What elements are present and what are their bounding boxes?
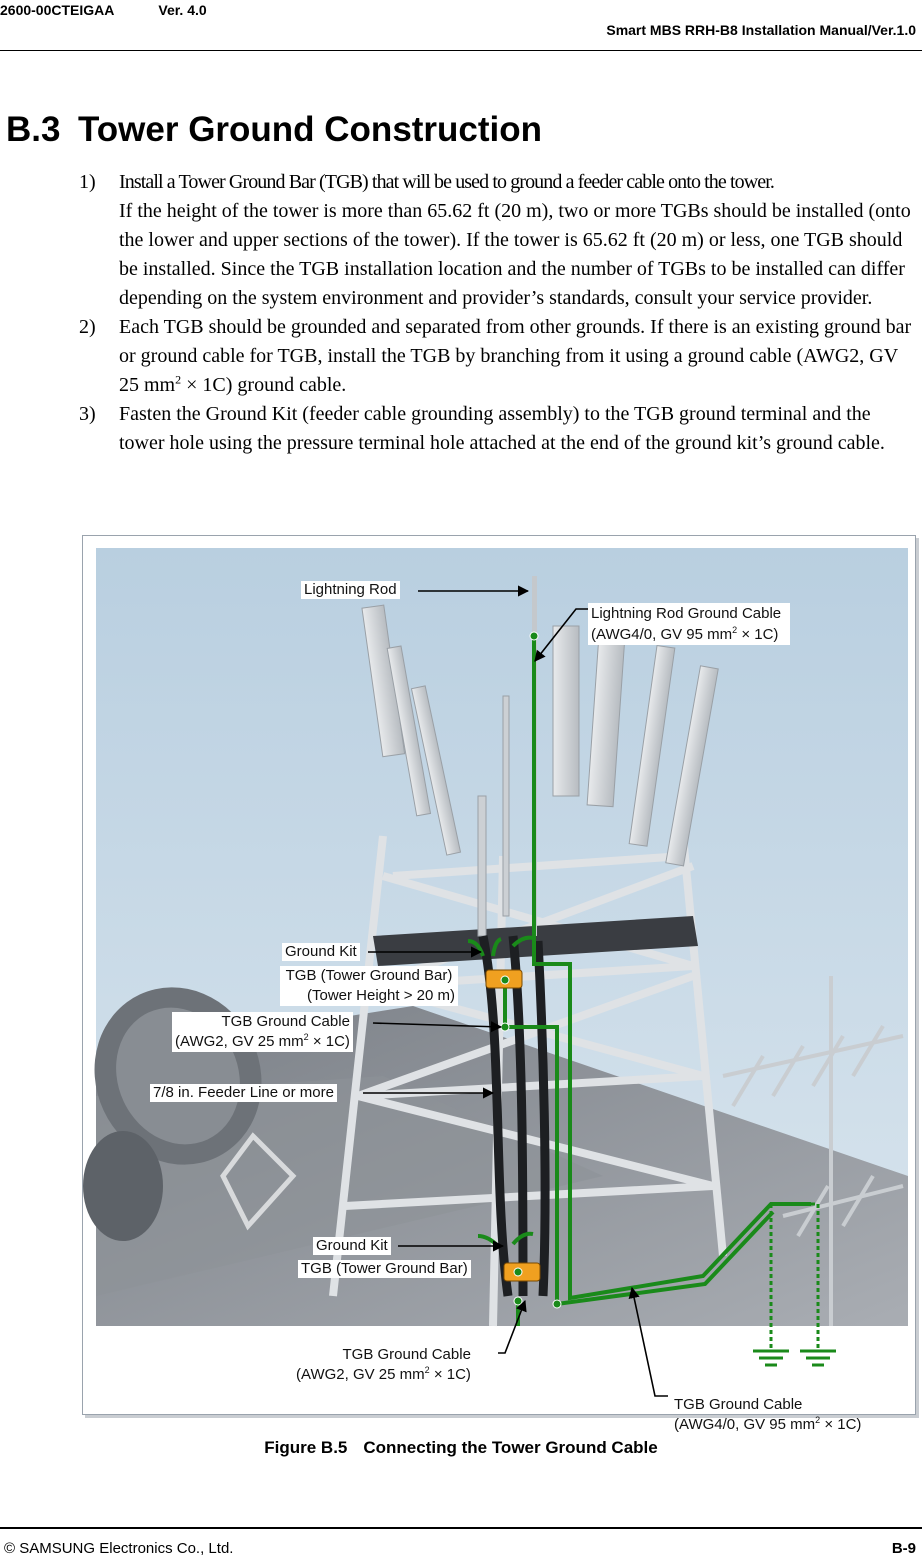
label-lightning-rod: Lightning Rod [301,581,400,599]
label-tgb-ground-cable-upper: TGB Ground Cable (AWG2, GV 25 $mm^2 \times 1C$) [172,1012,353,1052]
manual-title: Smart MBS RRH-B8 Installation Manual/Ver.1.0 [606,22,916,38]
instruction-list [79,168,915,458]
instruction-item-3: 3) Fasten the Ground Kit (feeder cable grounding assembly) to the TGB ground terminal and the tower hole using the pressure terminal hole attached at the end of the ground kit’s ground cable. [79,403,885,454]
instruction-item-2: 2) Each TGB should be grounded and separated from other grounds. If there is an existing ground bar or ground cable for TGB, install the TGB by branching from it using a ground cable (AWG2, GV 25 $mm^2 \times 1C$) ground cable. [79,316,912,396]
figure-tower-ground [82,535,916,1433]
copyright: © SAMSUNG Electronics Co., Ltd. [4,1540,234,1557]
label-ground-kit-upper: Ground Kit [282,943,360,961]
document-id: 2600-00CTEIGAA Ver. 4.0 [0,2,207,18]
section-heading: Tower Ground Construction [78,110,543,149]
header-divider [0,50,922,51]
label-tgb-ground-cable-right: TGB Ground Cable (AWG4/0, GV 95 $mm^2 \times 1C$) [674,1396,862,1433]
label-lightning-rod-cable: Lightning Rod Ground Cable (AWG4/0, GV 95 $mm^2 \times 1C$) [588,603,790,645]
label-tgb-ground-cable-bottom: TGB Ground Cable (AWG2, GV 25 $mm^2 \times 1C$) [293,1345,474,1385]
label-tgb-lower: TGB (Tower Ground Bar) [298,1260,471,1278]
footer-divider [0,1527,922,1529]
section-number: B.3 [6,110,61,149]
earth-ground-icon [753,1351,836,1365]
figure-caption: Figure B.5 Connecting the Tower Ground Cable [264,1438,658,1457]
label-ground-kit-lower: Ground Kit [313,1237,391,1255]
label-tgb-upper: TGB (Tower Ground Bar) (Tower Height > 20 m) [280,966,458,1006]
section-title [6,110,542,150]
label-feeder-line: 7/8 in. Feeder Line or more [150,1084,337,1102]
tower-illustration [83,536,915,1414]
version-label: Ver. 4.0 [158,2,207,18]
instruction-item-1: 1) Install a Tower Ground Bar (TGB) that will be used to ground a feeder cable onto the tower. If the height of the tower is more than 65.62 ft (20 m), two or more TGBs should be installed (onto the lower and upper sections of the tower). If the tower is 65.62 ft (20 m) or less, one TGB should be installed. Since the TGB installation location and the number of TGBs to be installed can differ depending on the system environment and provider’s standards, consult your service provider. [79,171,911,309]
page-number: B-9 [891,1540,916,1557]
